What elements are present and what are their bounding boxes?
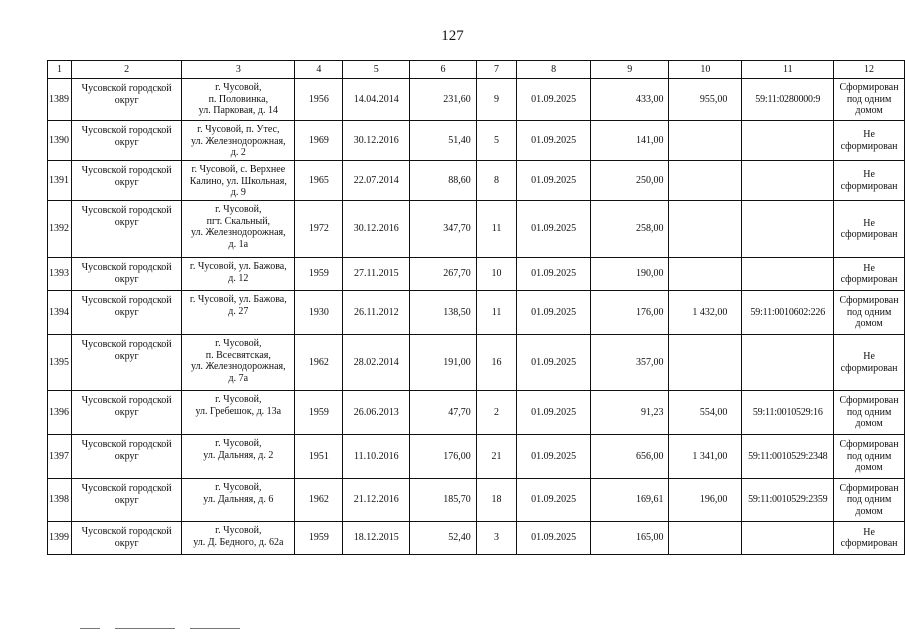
area-cell: 185,70 bbox=[410, 479, 477, 522]
address-line: г. Чусовой, bbox=[215, 394, 262, 405]
plan-date-cell: 01.09.2025 bbox=[517, 391, 591, 435]
cadastral-number-cell bbox=[742, 258, 834, 291]
address-cell bbox=[182, 258, 295, 291]
column-header: 4 bbox=[295, 61, 343, 79]
date-cell: 28.02.2014 bbox=[343, 335, 410, 391]
column-header: 2 bbox=[72, 61, 182, 79]
status-cell: Не сформирован bbox=[834, 121, 905, 161]
district-cell: Чусовской городской округ bbox=[72, 335, 182, 391]
address-line: д. 12 bbox=[228, 272, 249, 284]
table-row bbox=[48, 201, 905, 258]
address-line: д. 9 bbox=[230, 187, 246, 198]
cadastral-number-cell: 59:11:0010529:2348 bbox=[742, 435, 834, 479]
count-cell: 11 bbox=[476, 201, 516, 258]
table-row bbox=[48, 522, 905, 555]
cadastral-number-cell bbox=[742, 335, 834, 391]
value-cell: 91,23 bbox=[591, 391, 669, 435]
year-cell: 1965 bbox=[295, 161, 343, 201]
address-line: ул. Железнодорожная, bbox=[190, 135, 286, 147]
row-number: 1399 bbox=[48, 522, 72, 555]
row-number: 1398 bbox=[48, 479, 72, 522]
district-cell: Чусовской городской округ bbox=[72, 258, 182, 291]
count-cell: 11 bbox=[476, 291, 516, 335]
year-cell: 1969 bbox=[295, 121, 343, 161]
status-cell: Сформирован под одним домом bbox=[834, 435, 905, 479]
date-cell: 27.11.2015 bbox=[343, 258, 410, 291]
count-cell: 5 bbox=[476, 121, 516, 161]
row-number: 1389 bbox=[48, 79, 72, 121]
area-cell: 47,70 bbox=[410, 391, 477, 435]
area-cell: 267,70 bbox=[410, 258, 477, 291]
date-cell: 14.04.2014 bbox=[343, 79, 410, 121]
value-cell: 258,00 bbox=[591, 201, 669, 258]
address-line: д. 1а bbox=[228, 238, 249, 250]
year-cell: 1959 bbox=[295, 391, 343, 435]
date-cell: 30.12.2016 bbox=[343, 201, 410, 258]
area-cell: 138,50 bbox=[410, 291, 477, 335]
scan-artifact-lines bbox=[80, 628, 280, 630]
table-row bbox=[48, 435, 905, 479]
area-cell: 88,60 bbox=[410, 161, 477, 201]
district-cell: Чусовской городской округ bbox=[72, 479, 182, 522]
row-number: 1394 bbox=[48, 291, 72, 335]
area-cell: 52,40 bbox=[410, 522, 477, 555]
address-line: пгт. Скальный, bbox=[206, 215, 271, 227]
address-line: г. Чусовой, с. Верхнее bbox=[191, 164, 286, 175]
area-cell: 51,40 bbox=[410, 121, 477, 161]
year-cell: 1962 bbox=[295, 479, 343, 522]
value-cell: 141,00 bbox=[591, 121, 669, 161]
address-line: ул. Дальняя, д. 2 bbox=[203, 449, 274, 461]
address-cell bbox=[182, 291, 295, 335]
address-line: д. 27 bbox=[228, 305, 249, 317]
address-line: г. Чусовой, п. Утес, bbox=[197, 124, 280, 135]
value-cell: 176,00 bbox=[591, 291, 669, 335]
column-header: 8 bbox=[517, 61, 591, 79]
count-cell: 2 bbox=[476, 391, 516, 435]
status-cell: Сформирован под одним домом bbox=[834, 479, 905, 522]
land-area-cell bbox=[669, 121, 742, 161]
cadastral-number-cell: 59:11:0010529:2359 bbox=[742, 479, 834, 522]
column-header: 9 bbox=[591, 61, 669, 79]
address-cell bbox=[182, 201, 295, 258]
row-number: 1390 bbox=[48, 121, 72, 161]
district-cell: Чусовской городской округ bbox=[72, 391, 182, 435]
address-line: г. Чусовой, ул. Бажова, bbox=[189, 261, 287, 272]
address-cell bbox=[182, 522, 295, 555]
land-area-cell bbox=[669, 335, 742, 391]
cadastral-number-cell: 59:11:0010602:226 bbox=[742, 291, 834, 335]
date-cell: 22.07.2014 bbox=[343, 161, 410, 201]
land-area-cell: 554,00 bbox=[669, 391, 742, 435]
address-line: Калино, ул. Школьная, bbox=[189, 175, 287, 187]
land-area-cell: 1 432,00 bbox=[669, 291, 742, 335]
table-row bbox=[48, 79, 905, 121]
cadastral-number-cell bbox=[742, 522, 834, 555]
row-number: 1392 bbox=[48, 201, 72, 258]
area-cell: 347,70 bbox=[410, 201, 477, 258]
status-cell: Сформирован под одним домом bbox=[834, 291, 905, 335]
address-cell bbox=[182, 335, 295, 391]
date-cell: 18.12.2015 bbox=[343, 522, 410, 555]
address-line: г. Чусовой, bbox=[215, 82, 262, 93]
date-cell: 21.12.2016 bbox=[343, 479, 410, 522]
column-header: 12 bbox=[834, 61, 905, 79]
status-cell: Не сформирован bbox=[834, 522, 905, 555]
value-cell: 190,00 bbox=[591, 258, 669, 291]
date-cell: 30.12.2016 bbox=[343, 121, 410, 161]
address-line: ул. Гребешок, д. 13а bbox=[195, 405, 282, 417]
value-cell: 165,00 bbox=[591, 522, 669, 555]
table-row bbox=[48, 391, 905, 435]
address-line: ул. Парковая, д. 14 bbox=[198, 105, 278, 116]
year-cell: 1959 bbox=[295, 258, 343, 291]
value-cell: 357,00 bbox=[591, 335, 669, 391]
cadastral-number-cell: 59:11:0010529:16 bbox=[742, 391, 834, 435]
address-line: ул. Д. Бедного, д. 62а bbox=[193, 536, 284, 548]
table-row bbox=[48, 161, 905, 201]
row-number: 1393 bbox=[48, 258, 72, 291]
address-line: г. Чусовой, ул. Бажова, bbox=[189, 294, 287, 305]
district-cell: Чусовской городской округ bbox=[72, 435, 182, 479]
count-cell: 10 bbox=[476, 258, 516, 291]
column-header: 10 bbox=[669, 61, 742, 79]
table-row bbox=[48, 121, 905, 161]
status-cell: Не сформирован bbox=[834, 258, 905, 291]
plan-date-cell: 01.09.2025 bbox=[517, 435, 591, 479]
row-number: 1396 bbox=[48, 391, 72, 435]
value-cell: 250,00 bbox=[591, 161, 669, 201]
address-line: п. Половинка, bbox=[208, 93, 269, 105]
address-line: г. Чусовой, bbox=[215, 204, 262, 215]
plan-date-cell: 01.09.2025 bbox=[517, 291, 591, 335]
status-cell: Сформирован под одним домом bbox=[834, 391, 905, 435]
plan-date-cell: 01.09.2025 bbox=[517, 161, 591, 201]
status-cell: Не сформирован bbox=[834, 335, 905, 391]
cadastral-number-cell bbox=[742, 161, 834, 201]
district-cell: Чусовской городской округ bbox=[72, 291, 182, 335]
value-cell: 169,61 bbox=[591, 479, 669, 522]
land-area-cell: 196,00 bbox=[669, 479, 742, 522]
address-cell bbox=[182, 121, 295, 161]
column-header: 5 bbox=[343, 61, 410, 79]
status-cell: Сформирован под одним домом bbox=[834, 79, 905, 121]
date-cell: 26.06.2013 bbox=[343, 391, 410, 435]
cadastral-number-cell bbox=[742, 121, 834, 161]
address-line: д. 2 bbox=[230, 147, 246, 158]
count-cell: 3 bbox=[476, 522, 516, 555]
status-cell: Не сформирован bbox=[834, 161, 905, 201]
address-line: ул. Железнодорожная, bbox=[190, 227, 286, 238]
year-cell: 1951 bbox=[295, 435, 343, 479]
address-line: г. Чусовой, bbox=[215, 338, 262, 349]
area-cell: 191,00 bbox=[410, 335, 477, 391]
column-header: 7 bbox=[476, 61, 516, 79]
land-area-cell bbox=[669, 161, 742, 201]
cadastral-number-cell: 59:11:0280000:9 bbox=[742, 79, 834, 121]
land-area-cell bbox=[669, 522, 742, 555]
page-number: 127 bbox=[441, 28, 464, 44]
district-cell: Чусовской городской округ bbox=[72, 522, 182, 555]
plan-date-cell: 01.09.2025 bbox=[517, 335, 591, 391]
row-number: 1391 bbox=[48, 161, 72, 201]
address-line: п. Всесвятская, bbox=[205, 349, 271, 361]
column-number-row bbox=[48, 61, 905, 79]
table-row bbox=[48, 291, 905, 335]
plan-date-cell: 01.09.2025 bbox=[517, 121, 591, 161]
address-cell bbox=[182, 479, 295, 522]
count-cell: 21 bbox=[476, 435, 516, 479]
value-cell: 656,00 bbox=[591, 435, 669, 479]
land-area-cell: 955,00 bbox=[669, 79, 742, 121]
year-cell: 1956 bbox=[295, 79, 343, 121]
address-cell bbox=[182, 79, 295, 121]
address-line: ул. Железнодорожная, bbox=[190, 361, 286, 372]
value-cell: 433,00 bbox=[591, 79, 669, 121]
year-cell: 1930 bbox=[295, 291, 343, 335]
plan-date-cell: 01.09.2025 bbox=[517, 201, 591, 258]
row-number: 1395 bbox=[48, 335, 72, 391]
district-cell: Чусовской городской округ bbox=[72, 79, 182, 121]
address-cell bbox=[182, 435, 295, 479]
column-header: 6 bbox=[410, 61, 477, 79]
district-cell: Чусовской городской округ bbox=[72, 161, 182, 201]
address-line: г. Чусовой, bbox=[215, 525, 262, 536]
year-cell: 1962 bbox=[295, 335, 343, 391]
table-row bbox=[48, 335, 905, 391]
count-cell: 16 bbox=[476, 335, 516, 391]
address-cell bbox=[182, 161, 295, 201]
column-header: 3 bbox=[182, 61, 295, 79]
row-number: 1397 bbox=[48, 435, 72, 479]
address-line: г. Чусовой, bbox=[215, 482, 262, 493]
land-area-cell: 1 341,00 bbox=[669, 435, 742, 479]
land-area-cell bbox=[669, 201, 742, 258]
column-header: 11 bbox=[742, 61, 834, 79]
land-area-cell bbox=[669, 258, 742, 291]
plan-date-cell: 01.09.2025 bbox=[517, 479, 591, 522]
status-cell: Не сформирован bbox=[834, 201, 905, 258]
year-cell: 1959 bbox=[295, 522, 343, 555]
plan-date-cell: 01.09.2025 bbox=[517, 522, 591, 555]
plan-date-cell: 01.09.2025 bbox=[517, 258, 591, 291]
housing-register-table bbox=[47, 60, 905, 555]
year-cell: 1972 bbox=[295, 201, 343, 258]
count-cell: 9 bbox=[476, 79, 516, 121]
count-cell: 18 bbox=[476, 479, 516, 522]
cadastral-number-cell bbox=[742, 201, 834, 258]
date-cell: 26.11.2012 bbox=[343, 291, 410, 335]
column-header: 1 bbox=[48, 61, 72, 79]
table-row bbox=[48, 479, 905, 522]
plan-date-cell: 01.09.2025 bbox=[517, 79, 591, 121]
address-cell bbox=[182, 391, 295, 435]
area-cell: 176,00 bbox=[410, 435, 477, 479]
address-line: г. Чусовой, bbox=[215, 438, 262, 449]
date-cell: 11.10.2016 bbox=[343, 435, 410, 479]
address-line: д. 7а bbox=[228, 372, 249, 384]
table-row bbox=[48, 258, 905, 291]
count-cell: 8 bbox=[476, 161, 516, 201]
address-line: ул. Дальняя, д. 6 bbox=[203, 493, 274, 505]
district-cell: Чусовской городской округ bbox=[72, 201, 182, 258]
district-cell: Чусовской городской округ bbox=[72, 121, 182, 161]
area-cell: 231,60 bbox=[410, 79, 477, 121]
